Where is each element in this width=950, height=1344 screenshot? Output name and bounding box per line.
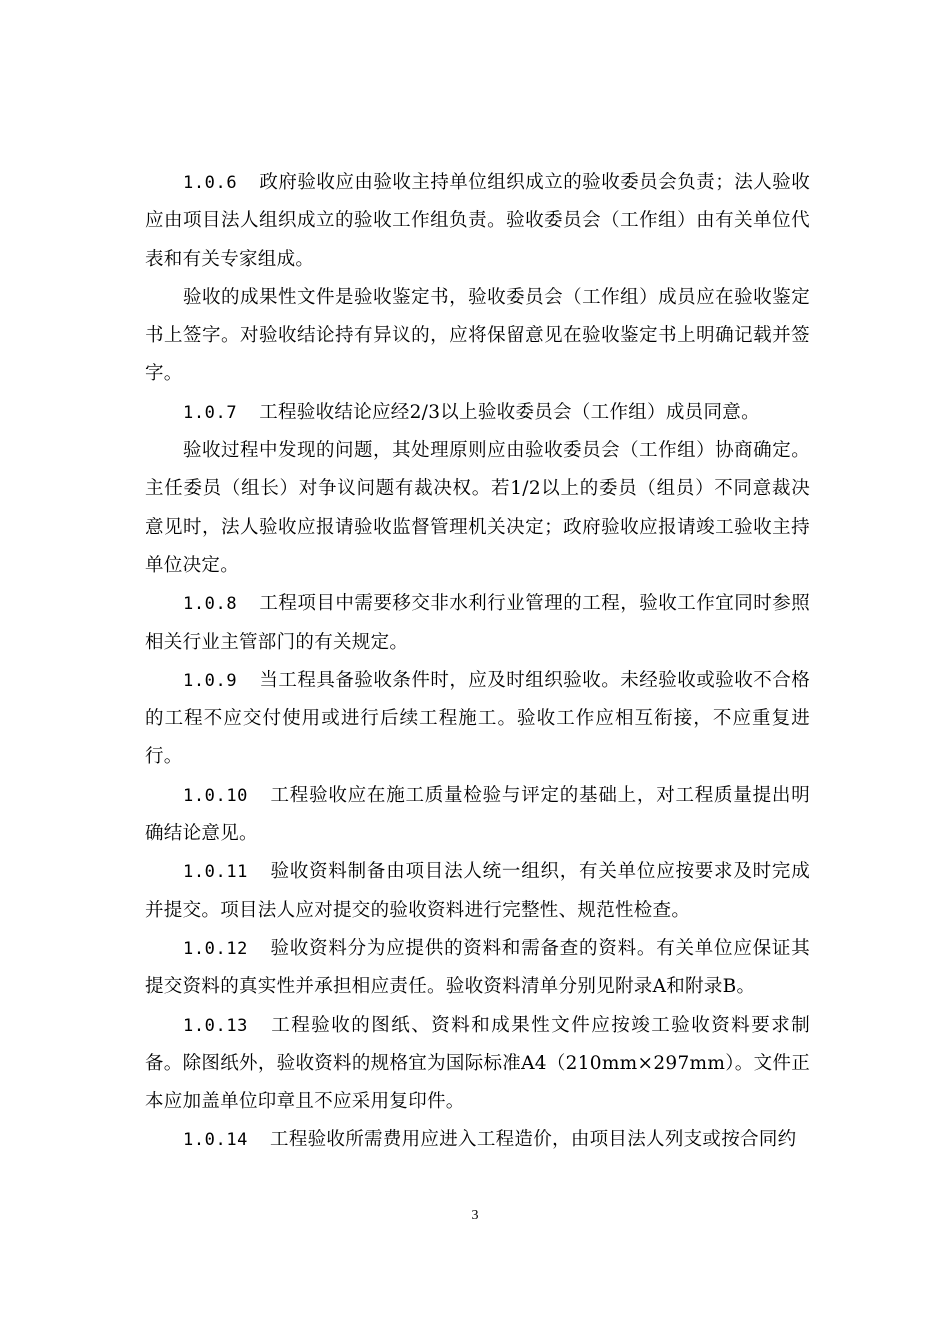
paragraph-text: 工程验收应在施工质量检验与评定的基础上，对工程质量提出明确结论意见。	[145, 784, 810, 845]
clause-number: 1.0.10	[183, 785, 249, 806]
paragraph-text: 当工程具备验收条件时，应及时组织验收。未经验收或验收不合格的工程不应交付使用或进行后续工程施工。验收工作应相互衔接，不应重复进行。	[145, 669, 810, 768]
paragraph-text: 政府验收应由验收主持单位组织成立的验收委员会负责；法人验收应由项目法人组织成立的验收工作组负责。验收委员会（工作组）由有关单位代表和有关专家组成。	[145, 172, 810, 270]
paragraph-acceptance-document	[145, 279, 810, 394]
paragraph-text: 工程验收所需费用应进入工程造价，由项目法人列支或按合同约	[270, 1129, 797, 1151]
body-text	[145, 164, 810, 1160]
paragraph-1-0-13	[145, 1007, 810, 1122]
clause-number: 1.0.6	[183, 173, 238, 193]
paragraph-text: 验收过程中发现的问题，其处理原则应由验收委员会（工作组）协商确定。主任委员（组长）对争议问题有裁决权。若1/2以上的委员（组员）不同意裁决意见时，法人验收应报请验收监督管理机关决定；政府验收应报请竣工验收主持单位决定。	[145, 440, 810, 576]
paragraph-dispute-resolution	[145, 432, 810, 585]
paragraph-1-0-12	[145, 930, 810, 1007]
paragraph-text: 工程项目中需要移交非水利行业管理的工程，验收工作宜同时参照相关行业主管部门的有关规定。	[145, 593, 810, 653]
clause-number: 1.0.7	[183, 402, 238, 423]
paragraph-1-0-14	[145, 1121, 810, 1159]
paragraph-text: 验收资料分为应提供的资料和需备查的资料。有关单位应保证其提交资料的真实性并承担相应责任。验收资料清单分别见附录A和附录B。	[145, 937, 810, 998]
clause-number: 1.0.12	[183, 938, 249, 959]
paragraph-text: 工程验收结论应经2/3以上验收委员会（工作组）成员同意。	[259, 401, 760, 423]
paragraph-text: 验收的成果性文件是验收鉴定书，验收委员会（工作组）成员应在验收鉴定书上签字。对验收结论持有异议的，应将保留意见在验收鉴定书上明确记载并签字。	[145, 286, 810, 385]
clause-number: 1.0.14	[183, 1130, 249, 1151]
clause-number: 1.0.11	[183, 862, 249, 883]
paragraph-1-0-7	[145, 394, 810, 432]
paragraph-1-0-9	[145, 662, 810, 777]
paragraph-1-0-11	[145, 853, 810, 930]
clause-number: 1.0.8	[183, 594, 238, 615]
paragraph-1-0-8	[145, 585, 810, 662]
paragraph-1-0-10	[145, 777, 810, 854]
paragraph-text: 工程验收的图纸、资料和成果性文件应按竣工验收资料要求制备。除图纸外，验收资料的规格宜为国际标准A4（210mm×297mm）。文件正本应加盖单位印章且不应采用复印件。	[145, 1014, 810, 1113]
clause-number: 1.0.9	[183, 670, 238, 691]
page-number: 3	[471, 1208, 479, 1223]
paragraph-1-0-6	[145, 164, 810, 279]
paragraph-text: 验收资料制备由项目法人统一组织，有关单位应按要求及时完成并提交。项目法人应对提交的验收资料进行完整性、规范性检查。	[145, 861, 810, 921]
clause-number: 1.0.13	[183, 1015, 249, 1036]
